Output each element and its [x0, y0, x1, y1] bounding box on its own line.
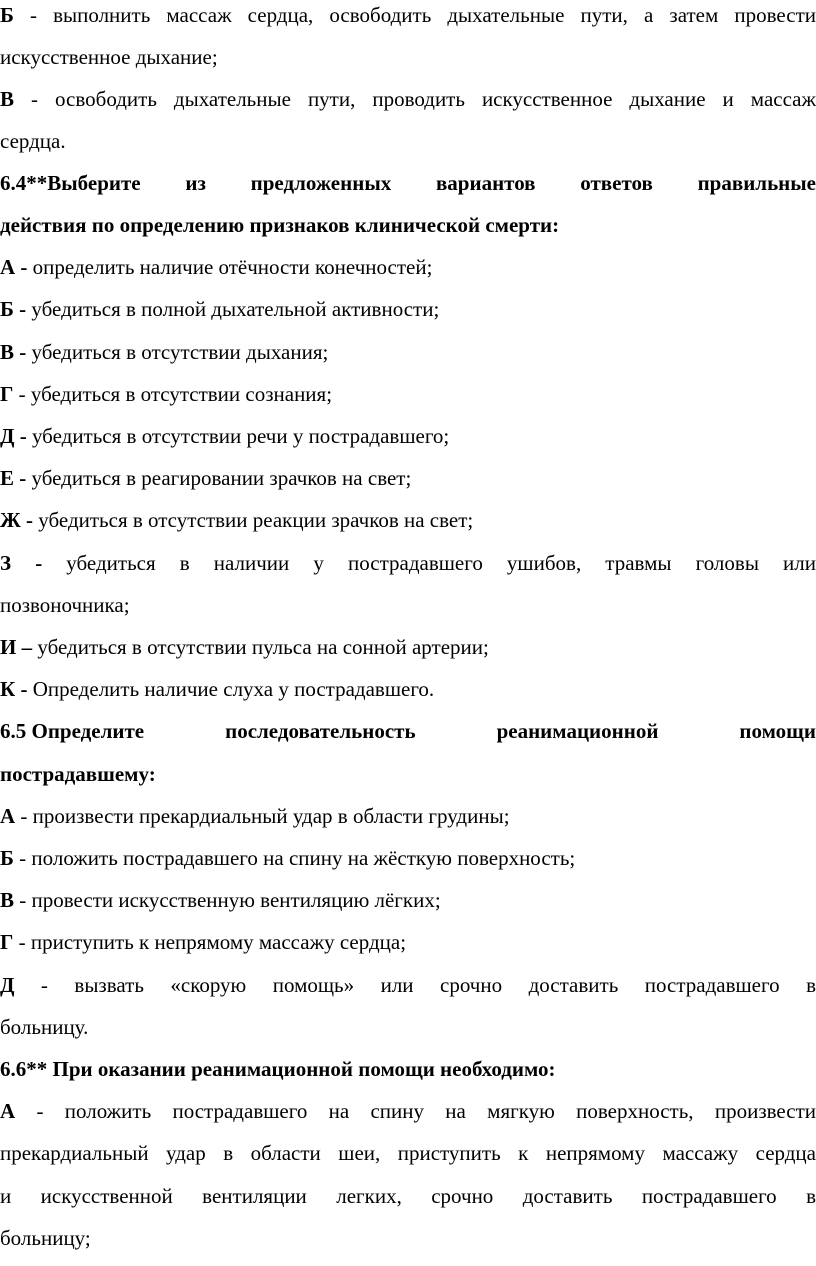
option-letter: А -: [0, 255, 28, 279]
option-text: убедиться в реагировании зрачков на свет;: [26, 466, 412, 490]
option-text: убедиться в отсутствии речи у пострадавшего;: [26, 424, 450, 448]
step-letter: Б: [0, 846, 14, 870]
option-letter: З -: [0, 551, 43, 575]
step-text: - вызвать «скорую помощь» или срочно доставить пострадавшего в: [14, 973, 816, 997]
option-text: убедиться в наличии у пострадавшего ушибов, травмы головы или: [42, 551, 816, 575]
option-text: определить наличие отёчности конечностей;: [27, 255, 433, 279]
answer-b-continuation: искусственное дыхание;: [0, 45, 218, 69]
question-word: помощи: [739, 719, 816, 743]
answer-letter: Б: [0, 3, 14, 27]
step-b: [0, 845, 816, 871]
option-z: [0, 550, 816, 576]
step-text: - приступить к непрямому массажу сердца;: [13, 930, 407, 954]
question-6-4-line2: действия по определению признаков клинической смерти:: [0, 213, 560, 237]
answer-text: - освободить дыхательные пути, проводить искусственное дыхание и массаж: [14, 87, 816, 111]
question-6-5-line1: [0, 718, 816, 744]
option-d: [0, 423, 816, 449]
step-letter: А: [0, 804, 16, 828]
step-letter: Д: [0, 973, 15, 997]
answer-6-6-a-line4: больницу;: [0, 1226, 91, 1250]
answer-text: - выполнить массаж сердца, освободить дыхательные пути, а затем провести: [13, 3, 816, 27]
option-letter: Б -: [0, 297, 27, 321]
option-z-continuation: позвоночника;: [0, 593, 130, 617]
answer-v-line: [0, 86, 816, 112]
question-6-6: 6.6** При оказании реанимационной помощи необходимо:: [0, 1057, 556, 1081]
question-word: Определите: [31, 719, 145, 743]
option-text: убедиться в отсутствии реакции зрачков на свет;: [33, 508, 474, 532]
answer-6-6-a-line3: и искусственной вентиляции легких, срочно доставить пострадавшего в: [0, 1184, 816, 1208]
step-text: - положить пострадавшего на спину на жёсткую поверхность;: [13, 846, 576, 870]
option-letter: Д -: [0, 424, 27, 448]
option-text: убедиться в отсутствии дыхания;: [26, 340, 329, 364]
step-letter: Г: [0, 930, 14, 954]
question-word: последовательность: [225, 719, 416, 743]
option-zh: [0, 507, 816, 533]
question-number: 6.5: [0, 719, 27, 743]
step-text: - провести искусственную вентиляцию лёгких;: [14, 888, 441, 912]
option-letter: К -: [0, 677, 28, 701]
step-v: [0, 887, 816, 913]
option-letter: Г: [0, 382, 14, 406]
option-letter: Е -: [0, 466, 27, 490]
answer-letter: В: [0, 87, 15, 111]
option-a: [0, 254, 816, 280]
question-number-and-word: [0, 718, 144, 744]
option-letter: Ж -: [0, 508, 34, 532]
option-e: [0, 465, 816, 491]
option-text: - убедиться в отсутствии сознания;: [13, 382, 333, 406]
option-k: [0, 676, 816, 702]
answer-letter: А: [0, 1099, 16, 1123]
question-word: реанимационной: [496, 719, 659, 743]
option-i: [0, 634, 816, 660]
option-v: [0, 339, 816, 365]
option-text: убедиться в полной дыхательной активности;: [26, 297, 440, 321]
answer-v-continuation: сердца.: [0, 129, 66, 153]
option-letter: И –: [0, 635, 33, 659]
step-d: [0, 972, 816, 998]
answer-b-line: [0, 2, 816, 28]
answer-6-6-a: [0, 1098, 816, 1124]
step-a: [0, 803, 816, 829]
question-6-5-line2: пострадавшему:: [0, 762, 156, 786]
option-b: [0, 296, 816, 322]
option-g: [0, 381, 816, 407]
step-letter: В: [0, 888, 15, 912]
step-g: [0, 929, 816, 955]
answer-text: - положить пострадавшего на спину на мягкую поверхность, произвести: [15, 1099, 816, 1123]
step-d-continuation: больницу.: [0, 1015, 89, 1039]
question-6-4-line1: 6.4**Выберите из предложенных вариантов ответов правильные: [0, 171, 816, 195]
option-letter: В -: [0, 340, 27, 364]
option-text: Определить наличие слуха у пострадавшего.: [27, 677, 435, 701]
step-text: - произвести прекардиальный удар в области грудины;: [15, 804, 510, 828]
option-text: убедиться в отсутствии пульса на сонной артерии;: [32, 635, 489, 659]
answer-6-6-a-line2: прекардиальный удар в области шеи, приступить к непрямому массажу сердца: [0, 1141, 816, 1165]
